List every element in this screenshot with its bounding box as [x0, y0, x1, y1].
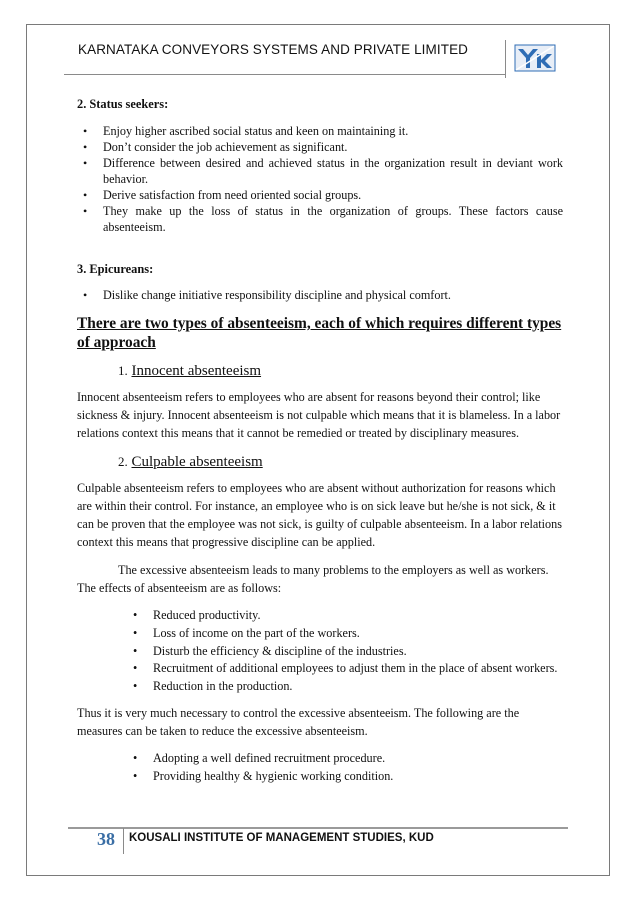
epicureans-heading: 3. Epicureans:	[77, 262, 154, 276]
list-item: • Disturb the efficiency & discipline of the industries.	[133, 642, 563, 660]
list-item: • Reduction in the production.	[133, 677, 563, 695]
list-item: • Enjoy higher ascribed social status and keen on maintaining it.	[77, 123, 563, 139]
status-seekers-heading: 2. Status seekers:	[77, 97, 169, 111]
list-item: • Don’t consider the job achievement as significant.	[77, 139, 563, 155]
list-item: • Loss of income on the part of the workers.	[133, 624, 563, 642]
innocent-heading	[77, 361, 563, 381]
status-seekers-list	[77, 123, 563, 235]
list-item: • Difference between desired and achieved status in the organization result in deviant work behavior.	[77, 155, 563, 187]
innocent-paragraph: Innocent absenteeism refers to employees who are absent for reasons beyond their control; like sickness & injury. Innocent absenteeism is not culpable which means that it is blameless. In a labor relations context this means that it cannot be remedied or treated by disciplinary measures.	[77, 390, 561, 440]
list-item: • Adopting a well defined recruitment procedure.	[133, 749, 563, 767]
header-title: KARNATAKA CONVEYORS SYSTEMS AND PRIVATE LIMITED	[78, 42, 469, 57]
page-content	[77, 96, 563, 785]
list-item: • Reduced productivity.	[133, 606, 563, 624]
list-item: • Recruitment of additional employees to adjust them in the place of absent workers.	[133, 660, 563, 677]
footer-rule	[68, 827, 568, 829]
list-item: • Providing healthy & hygienic working condition.	[133, 767, 563, 785]
epicureans-list	[77, 287, 563, 303]
effects-intro: The excessive absenteeism leads to many problems to the employers as well as workers. The effects of absenteeism are as follows:	[77, 563, 549, 595]
innocent-title: Innocent absenteeism	[131, 363, 262, 379]
page-number: 38	[97, 829, 115, 849]
footer-institute: KOUSALI INSTITUTE OF MANAGEMENT STUDIES, KUD	[129, 832, 434, 844]
list-item: • They make up the loss of status in the organization of groups. These factors cause absenteeism.	[77, 203, 563, 235]
culpable-heading	[77, 452, 563, 472]
header-rule	[64, 74, 505, 75]
absenteeism-types-heading: There are two types of absenteeism, each of which requires different types of approach	[77, 315, 562, 351]
footer-divider	[123, 828, 124, 854]
innocent-number: 1.	[118, 363, 128, 378]
measures-intro: Thus it is very much necessary to control the excessive absenteeism. The following are the measures can be taken to reduce the excessive absenteeism.	[77, 706, 520, 738]
list-item: • Dislike change initiative responsibility discipline and physical comfort.	[77, 287, 563, 303]
effects-list	[77, 606, 563, 695]
culpable-paragraph: Culpable absenteeism refers to employees who are absent without authorization for reasons which are within their control. For instance, an employee who is on sick leave but he/she is not sick, & it can be proven that the employee was not sick, is guilty of culpable absenteeism. In a labor relations context this means that progressive discipline can be applied.	[77, 481, 562, 549]
measures-list	[77, 749, 563, 785]
header-divider	[505, 40, 506, 78]
company-logo-icon	[514, 44, 556, 72]
culpable-number: 2.	[118, 454, 128, 469]
list-item: • Derive satisfaction from need oriented social groups.	[77, 187, 563, 203]
culpable-title: Culpable absenteeism	[131, 454, 263, 470]
